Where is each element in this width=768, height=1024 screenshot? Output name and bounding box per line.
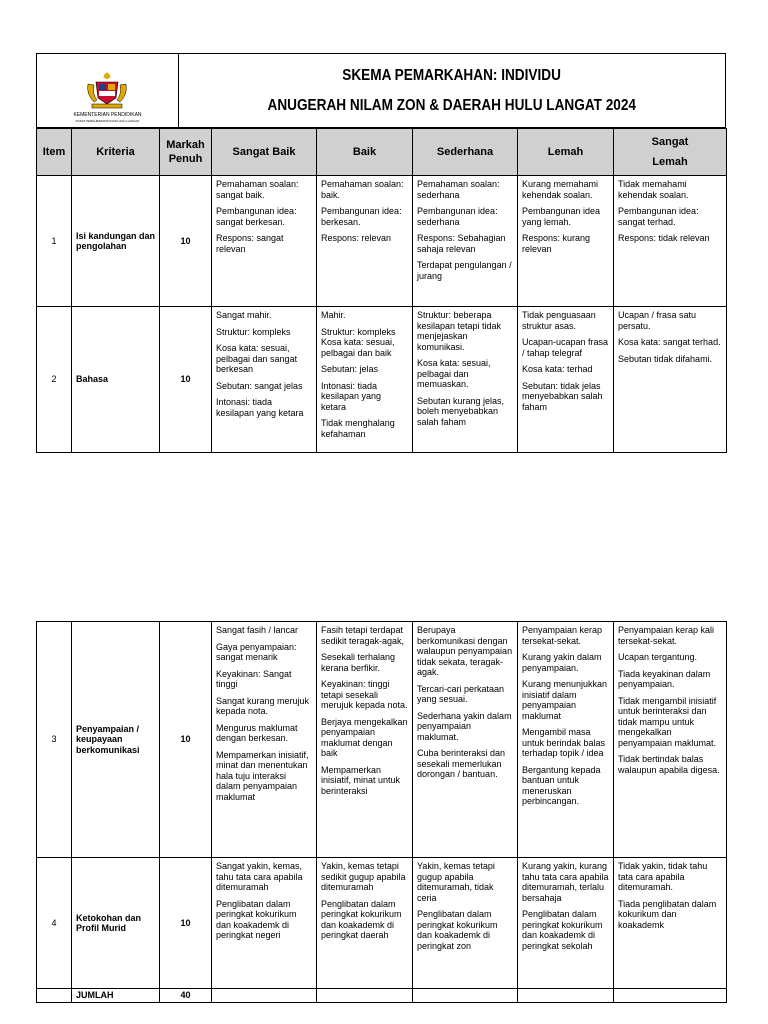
descriptor-text: Struktur: kompleks [216,326,291,337]
descriptor-text: Sangat mahir. [216,310,272,320]
title-line-1: SKEMA PEMARKAHAN: INDIVIDU [342,66,562,84]
kriteria-cell: Penyampaian / keupayaan berkomunikasi [72,622,160,858]
col-header-sederhana: Sederhana [413,129,518,176]
descriptor-cell-sangat-lemah [614,307,727,453]
item-number: 2 [37,307,72,453]
descriptor-cell-baik [317,622,413,858]
descriptor-text: Sebutan tidak difahami. [618,353,713,364]
descriptor-text: Keyakinan: Sangat tinggi [216,668,292,689]
descriptor-text: Kosa kata: terhad [522,364,593,374]
descriptor-cell-baik [317,858,413,989]
descriptor-cell-lemah [518,307,614,453]
total-label: JUMLAH [72,989,160,1003]
total-value: 40 [160,989,212,1003]
descriptor-cell-lemah [518,858,614,989]
descriptor-cell-baik [317,307,413,453]
markah-cell: 10 [160,307,212,453]
descriptor-cell-sangat-lemah [614,858,727,989]
descriptor-cell-sangat-baik [212,307,317,453]
total-empty-cell [413,989,518,1003]
descriptor-text: Tidak memahami kehendak soalan. [618,179,689,200]
descriptor-text: Pemahaman soalan: baik. [321,179,404,200]
descriptor-text: Sebutan kurang jelas, boleh menyebabkan salah faham [417,395,505,427]
descriptor-text: Terdapat pengulangan / jurang [417,260,512,281]
descriptor-text: Gaya penyampaian: sangat menarik [216,641,297,662]
descriptor-text: Respons: kurang relevan [522,233,591,254]
descriptor-text: Pembangunan idea yang lemah. [522,206,601,227]
descriptor-cell-lemah [518,176,614,307]
descriptor-text: Tidak penguasaan struktur asas. [522,310,596,331]
descriptor-text: Pemahaman soalan: sederhana [417,179,500,200]
total-empty-cell [317,989,413,1003]
descriptor-text: Intonasi: tiada kesilapan yang ketara [216,397,304,418]
descriptor-text: Kurang menunjukkan inisiatif dalam penyampaian maklumat [522,679,608,721]
descriptor-text: Mempamerkan inisiatif, minat untuk berinteraksi [321,764,401,796]
descriptor-text: Ucapan / frasa satu persatu. [618,310,697,331]
descriptor-text: Kosa kata: sesuai, pelbagai dan sangat berkesan [216,343,298,374]
descriptor-text: Kosa kata: sangat terhad. [618,337,721,347]
descriptor-text: Sangat kurang merujuk kepada nota. [216,695,310,716]
title-line-2: ANUGERAH NILAM ZON & DAERAH HULU LANGAT 2024 [267,96,637,114]
descriptor-text: Tiada keyakinan dalam penyampaian. [618,668,711,689]
descriptor-text: Tiada penglibatan dalam kokurikum dan koakademk [618,898,717,930]
descriptor-text: Sebutan: tidak jelas menyebabkan salah faham [522,380,603,412]
descriptor-text: Sebutan: jelas [321,364,379,374]
descriptor-text: Respons: sangat relevan [216,233,284,254]
rubric-table-part-1 [36,128,727,453]
logo-caption: KEMENTERIAN PENDIDIKAN [73,112,142,118]
descriptor-text: Kurang yakin dalam penyampaian. [522,652,602,673]
descriptor-text: Penyampaian kerap kali tersekat-sekat. [618,625,715,646]
total-row [37,989,727,1003]
descriptor-text: Respons: relevan [321,233,392,243]
descriptor-text: Penyampaian kerap tersekat-sekat. [522,625,603,646]
document-header [36,53,726,128]
descriptor-text: Mengurus maklumat dengan berkesan. [216,722,298,743]
descriptor-text: Tidak bertindak balas walaupun apabila digesa. [618,754,720,775]
descriptor-text: Kurang yakin, kurang tahu tata cara apabila ditemuramah, terlalu bersahaja [522,861,609,903]
descriptor-cell-lemah [518,622,614,858]
table-header-row [37,129,727,176]
descriptor-text: Ucapan-ucapan frasa / tahap telegraf [522,337,609,358]
item-number: 1 [37,176,72,307]
logo-subcaption: PUSAT PERKHIDMATAN DATA HULU LANGAT [75,119,140,123]
descriptor-cell-sederhana [413,307,518,453]
descriptor-cell-sederhana [413,622,518,858]
descriptor-text: Pemahaman soalan: sangat baik. [216,179,299,200]
descriptor-text: Penglibatan dalam peringkat kokurikum dan koakademk di peringkat daerah [321,898,402,940]
kriteria-cell: Ketokohan dan Profil Murid [72,858,160,989]
descriptor-cell-sangat-baik [212,176,317,307]
item-number: 3 [37,622,72,858]
descriptor-text: Respons: tidak relevan [618,233,710,243]
col-header-markah: Markah Penuh [160,129,212,176]
descriptor-text: Kosa kata: sesuai, pelbagai dan memuaskan. [417,358,491,389]
markah-cell: 10 [160,622,212,858]
descriptor-cell-sangat-baik [212,622,317,858]
descriptor-text: Sangat yakin, kemas, tahu tata cara apabila ditemuramah [216,861,303,892]
descriptor-text: Sebutan: sangat jelas [216,380,303,391]
descriptor-text: Mengambil masa untuk berindak balas terhadap topik / idea [522,727,606,758]
descriptor-text: Tidak yakin, tidak tahu tata cara apabila ditemuramah. [618,861,708,892]
descriptor-cell-sangat-baik [212,858,317,989]
descriptor-cell-baik [317,176,413,307]
col-header-baik: Baik [317,129,413,176]
col-header-kriteria: Kriteria [72,129,160,176]
col-header-sangat-lemah: Sangat Lemah [614,129,727,176]
descriptor-text: Yakin, kemas tetapi gugup apabila ditemuramah, tidak ceria [417,861,495,903]
descriptor-text: Penglibatan dalam peringkat kokurikum dan koakademk di peringkat zon [417,909,498,951]
descriptor-text: Sangat fasih / lancar [216,625,299,635]
table-row [37,176,727,307]
descriptor-text: Pembangunan idea: sangat terhad. [618,206,699,227]
markah-cell: 10 [160,176,212,307]
descriptor-cell-sangat-lemah [614,622,727,858]
descriptor-text: Tercari-cari perkataan yang sesuai. [417,683,505,704]
descriptor-cell-sangat-lemah [614,176,727,307]
item-number: 4 [37,858,72,989]
descriptor-text: Pembangunan idea: sangat berkesan. [216,206,297,227]
descriptor-text: Berjaya mengekalkan penyampaian maklumat dengan baik [321,716,408,758]
markah-cell: 10 [160,858,212,989]
descriptor-cell-sederhana [413,176,518,307]
descriptor-text: Mahir. [321,310,346,320]
descriptor-text: Berupaya berkomunikasi dengan walaupun penyampaian tidak sekata, teragak-agak. [417,625,513,677]
col-header-sangat-baik: Sangat Baik [212,129,317,176]
col-header-item: Item [37,129,72,176]
descriptor-text: Kurang memahami kehendak soalan. [522,179,599,200]
table-row [37,858,727,989]
descriptor-text: Respons: Sebahagian sahaja relevan [417,233,506,254]
descriptor-text: Mempamerkan inisiatif, minat dan menentukan hala tuju interaksi dalam penyampaian maklumat [216,749,309,802]
descriptor-text: Fasih tetapi terdapat sedikit teragak-agak, [321,625,405,646]
total-empty-cell [518,989,614,1003]
coat-of-arms-icon [82,70,132,112]
descriptor-text: Tidak mengambil inisiatif untuk berinteraksi dan tidak mampu untuk mengekalkan penyampaian maklumat. [618,695,717,748]
descriptor-cell-sederhana [413,858,518,989]
logo-area [37,54,179,127]
descriptor-text: Cuba berinteraksi dan sesekali memerlukan dorongan / bantuan. [417,748,506,779]
table-row [37,307,727,453]
descriptor-text: Pembangunan idea: sederhana [417,206,498,227]
kriteria-cell: Isi kandungan dan pengolahan [72,176,160,307]
descriptor-text: Penglibatan dalam peringkat kokurikum dan koakademk di peringkat negeri [216,898,297,940]
kriteria-cell: Bahasa [72,307,160,453]
descriptor-text: Intonasi: tiada kesilapan yang ketara [321,380,382,412]
rubric-table-part-2 [36,621,727,1003]
descriptor-text: Penglibatan dalam peringkat kokurikum dan koakademk di peringkat sekolah [522,909,603,951]
descriptor-text: Yakin, kemas tetapi sedikit gugup apabila ditemuramah [321,861,406,892]
descriptor-text: Struktur: kompleks Kosa kata: sesuai, pelbagai dan baik [321,326,396,358]
total-empty-cell [37,989,72,1003]
total-empty-cell [212,989,317,1003]
descriptor-text: Tidak menghalang kefahaman [321,418,395,439]
descriptor-text: Keyakinan: tinggi tetapi sesekali merujuk kepada nota. [321,679,408,710]
title-area [179,54,725,127]
descriptor-text: Sederhana yakin dalam penyampaian maklumat. [417,710,512,742]
table-row [37,622,727,858]
descriptor-text: Bergantung kepada bantuan untuk meneruskan perbincangan. [522,764,601,806]
col-header-lemah: Lemah [518,129,614,176]
descriptor-text: Ucapan tergantung. [618,652,698,662]
descriptor-text: Struktur: beberapa kesilapan tetapi tidak menjejaskan komunikasi. [417,310,502,352]
descriptor-text: Sesekali terhalang kerana berfikir. [321,652,396,673]
descriptor-text: Pembangunan idea: berkesan. [321,206,402,227]
total-empty-cell [614,989,727,1003]
